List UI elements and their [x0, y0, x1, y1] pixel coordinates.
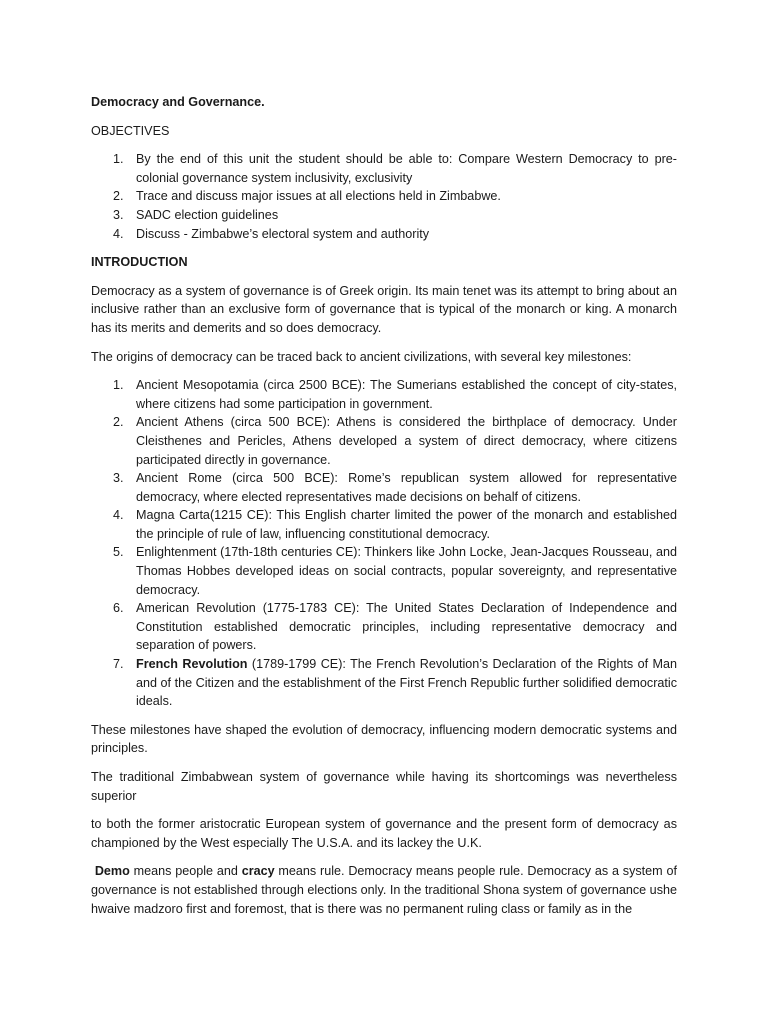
list-number: 3.	[113, 207, 124, 222]
list-item-text: Enlightenment (17th-18th centuries CE): Thinkers like John Locke, Jean-Jacques Rousseau, and Thomas Hobbes developed ideas on social contracts, popular sovereignty, and representative democracy.	[136, 545, 677, 597]
document-title: Democracy and Governance.	[91, 95, 265, 109]
list-item-text: Discuss - Zimbabwe’s electoral system and authority	[136, 226, 430, 241]
list-number: 6.	[113, 601, 124, 616]
list-item	[91, 225, 677, 244]
objectives-heading: OBJECTIVES	[91, 123, 170, 138]
list-number: 1.	[113, 378, 124, 393]
list-item	[91, 599, 677, 655]
list-item-text: Ancient Mesopotamia (circa 2500 BCE): The Sumerians established the concept of city-states, where citizens had some participation in government.	[136, 378, 677, 411]
origins-paragraph: The origins of democracy can be traced back to ancient civilizations, with several key milestones:	[91, 349, 632, 364]
list-item	[91, 206, 677, 225]
traditional-paragraph: The traditional Zimbabwean system of governance while having its shortcomings was nevertheless superior	[91, 770, 677, 803]
list-number: 4.	[113, 226, 124, 241]
introduction-heading: INTRODUCTION	[91, 255, 188, 270]
list-number: 7.	[113, 657, 124, 672]
list-item	[91, 376, 677, 413]
list-item-bold-term: French Revolution	[136, 657, 248, 672]
list-item	[91, 413, 677, 469]
list-number: 1.	[113, 152, 124, 167]
democracy-text: means rule. Democracy means people rule. Democracy as a system of governance is not established through elections only. In the traditional Shona system of governance ushe hwaive madzoro first and foremost, that is there was no permanent ruling class or family as in the	[91, 864, 677, 916]
milestones-summary-paragraph: These milestones have shaped the evolution of democracy, influencing modern democratic systems and principles.	[91, 722, 677, 756]
list-item	[91, 543, 677, 599]
demo-paragraph	[91, 862, 677, 918]
list-item	[91, 655, 677, 711]
list-number: 5.	[113, 545, 124, 560]
demo-term: Demo	[94, 864, 130, 879]
continuation-paragraph: to both the former aristocratic European system of governance and the present form of democracy as championed by the West especially The U.S.A. and its lackey the U.K.	[91, 817, 677, 850]
list-item	[91, 150, 677, 187]
list-item-text: Magna Carta(1215 CE): This English charter limited the power of the monarch and established the principle of rule of law, influencing constitutional democracy.	[136, 508, 677, 541]
list-item	[91, 469, 677, 506]
list-item-text: Ancient Athens (circa 500 BCE): Athens is considered the birthplace of democracy. Under Cleisthenes and Pericles, Athens developed a system of direct democracy, where citizens participated directly in governance.	[136, 415, 677, 467]
list-item-text: American Revolution (1775-1783 CE): The United States Declaration of Independence and Constitution established democratic principles, including representative democracy and separation of powers.	[136, 601, 677, 653]
list-item-text: Trace and discuss major issues at all elections held in Zimbabwe.	[136, 189, 501, 204]
list-item-text: By the end of this unit the student should be able to: Compare Western Democracy to pre-colonial governance system inclusivity, exclusivity	[136, 152, 677, 185]
list-item	[91, 506, 677, 543]
objectives-list	[91, 150, 677, 243]
list-number: 2.	[113, 189, 124, 204]
milestones-list	[91, 376, 677, 711]
list-item-text: (1789-1799 CE): The French Revolution’s Declaration of the Rights of Man and of the Citizen and the establishment of the First French Republic further solidified democratic ideals.	[136, 657, 677, 709]
list-item	[91, 187, 677, 206]
list-item-text: Ancient Rome (circa 500 BCE): Rome’s republican system allowed for representative democracy, where elected representatives made decisions on behalf of citizens.	[136, 471, 677, 504]
list-number: 2.	[113, 415, 124, 430]
list-number: 3.	[113, 471, 124, 486]
document-body	[91, 93, 677, 928]
list-number: 4.	[113, 508, 124, 523]
cracy-term: cracy	[241, 864, 275, 879]
intro-paragraph: Democracy as a system of governance is of Greek origin. Its main tenet was its attempt to bring about an inclusive rather than an exclusive form of governance that is typical of the monarch or king. A monarch has its merits and demerits and so does democracy.	[91, 283, 677, 335]
demo-text: means people and	[129, 864, 242, 879]
list-item-text: SADC election guidelines	[136, 207, 279, 222]
